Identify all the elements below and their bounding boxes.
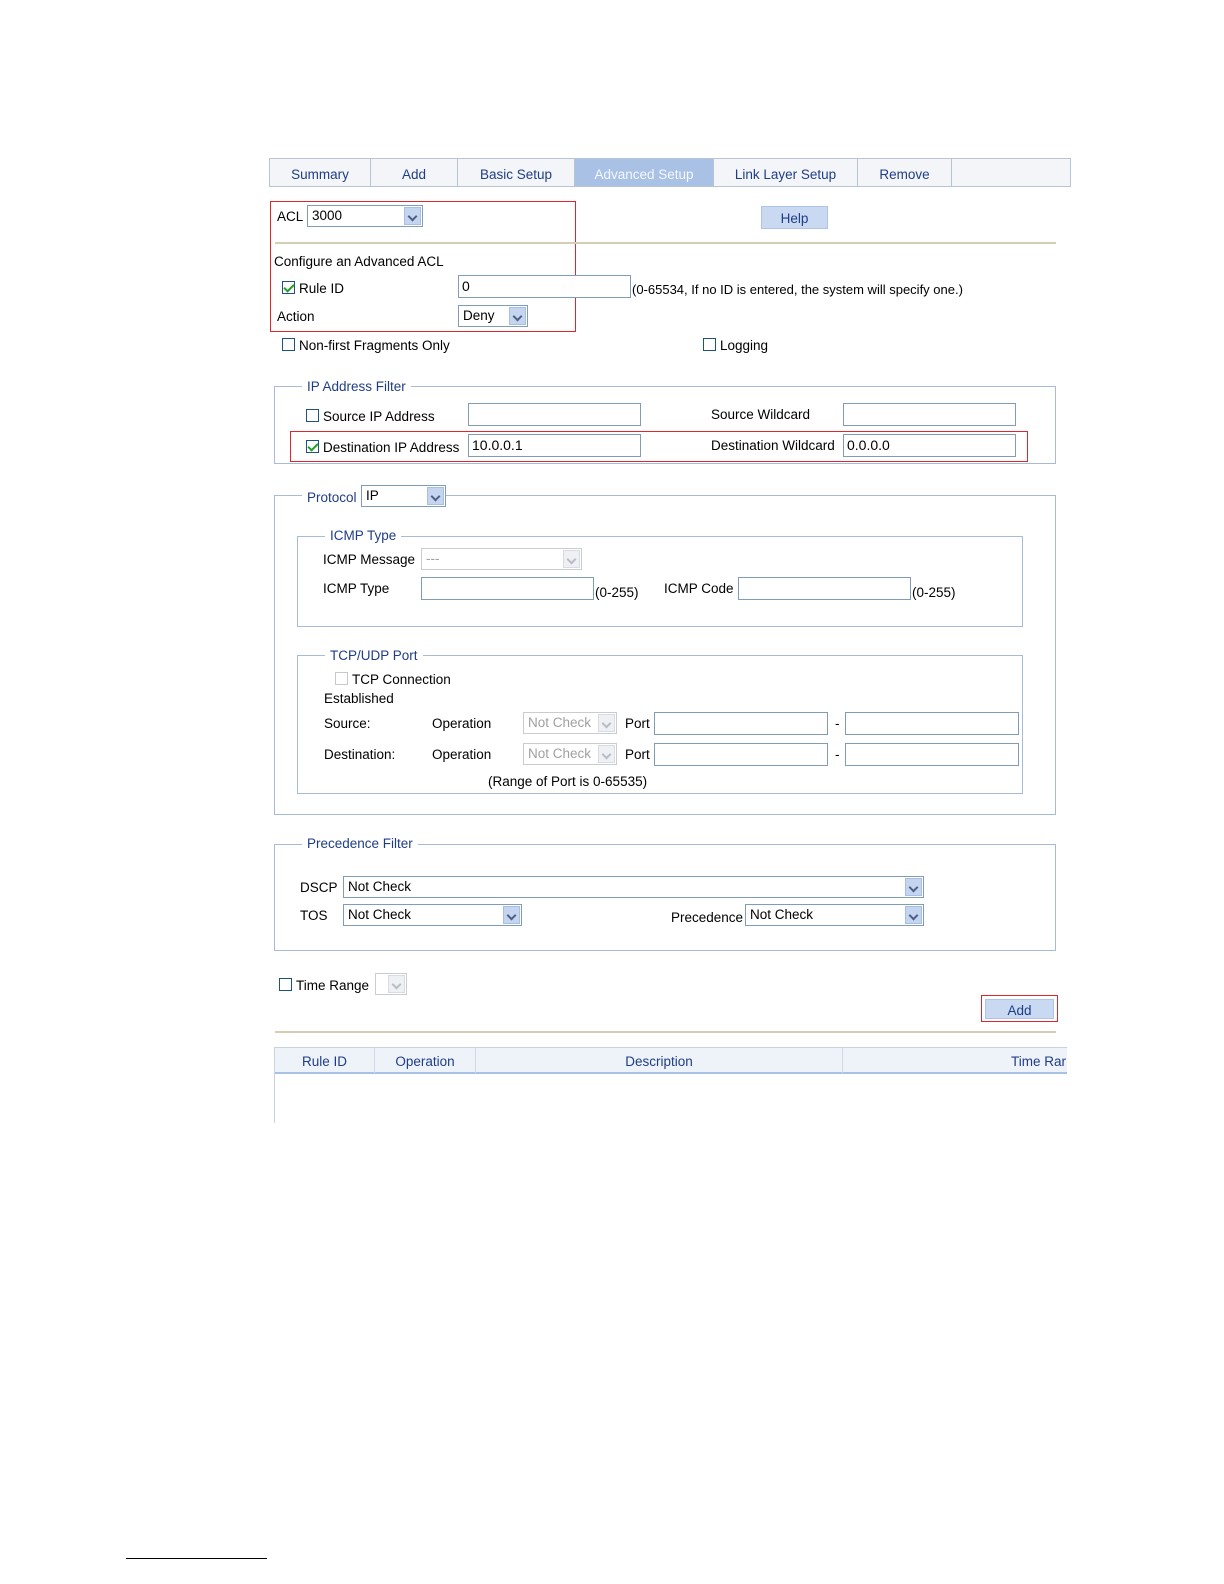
source-port-end-input[interactable]	[845, 712, 1019, 735]
non-first-fragments-checkbox[interactable]	[282, 338, 295, 351]
tab-add[interactable]: Add	[371, 159, 458, 186]
action-label: Action	[277, 309, 315, 324]
precedence-filter-legend: Precedence Filter	[302, 836, 418, 851]
chevron-down-icon	[905, 878, 922, 896]
icmp-code-input[interactable]	[738, 577, 911, 600]
ip-address-filter-legend: IP Address Filter	[302, 379, 411, 394]
icmp-type-legend: ICMP Type	[325, 528, 401, 543]
tcp-connection-label: TCP Connection	[352, 672, 451, 687]
tab-advanced-setup[interactable]: Advanced Setup	[575, 159, 714, 186]
table-header-rule-id[interactable]: Rule ID	[275, 1048, 375, 1073]
table-header-description[interactable]: Description	[476, 1048, 843, 1073]
section-title: Configure an Advanced ACL	[274, 254, 444, 269]
chevron-down-icon	[404, 207, 421, 225]
divider	[275, 1031, 1056, 1033]
destination-ip-checkbox[interactable]	[306, 440, 319, 453]
precedence-label: Precedence	[671, 910, 744, 925]
dscp-label: DSCP	[300, 880, 338, 895]
source-ip-label: Source IP Address	[323, 409, 435, 424]
table-header-row	[275, 1048, 1067, 1074]
destination-port-end-input[interactable]	[845, 743, 1019, 766]
icmp-code-range: (0-255)	[912, 585, 956, 600]
destination-port-dash: -	[835, 747, 840, 762]
tcp-udp-port-legend: TCP/UDP Port	[325, 648, 423, 663]
protocol-label: Protocol	[302, 490, 362, 505]
help-button[interactable]: Help	[761, 206, 828, 229]
icmp-message-label: ICMP Message	[323, 552, 416, 567]
dscp-select[interactable]: Not Check	[343, 876, 924, 898]
source-ip-checkbox[interactable]	[306, 409, 319, 422]
chevron-down-icon	[563, 550, 580, 568]
tab-summary[interactable]: Summary	[270, 159, 371, 186]
rule-id-input[interactable]: 0	[458, 275, 631, 298]
table-header-time-range[interactable]: Time Rar	[843, 1048, 1067, 1073]
rule-id-hint: (0-65534, If no ID is entered, the system will specify one.)	[632, 282, 963, 297]
chevron-down-icon	[503, 906, 520, 924]
source-port-label: Source:	[324, 716, 371, 731]
chevron-down-icon	[388, 975, 405, 993]
source-port-start-input[interactable]	[654, 712, 828, 735]
time-range-checkbox[interactable]	[279, 978, 292, 991]
source-operation-select[interactable]: Not Check	[523, 712, 617, 734]
chevron-down-icon	[509, 307, 526, 325]
logging-label: Logging	[720, 338, 769, 353]
table-header-operation[interactable]: Operation	[375, 1048, 476, 1073]
logging-checkbox[interactable]	[703, 338, 716, 351]
chevron-down-icon	[598, 714, 615, 732]
tcp-connection-checkbox[interactable]	[335, 672, 348, 685]
rule-id-checkbox[interactable]	[282, 281, 295, 294]
source-ip-input[interactable]	[468, 403, 641, 426]
icmp-code-label: ICMP Code	[664, 581, 734, 596]
destination-port-start-input[interactable]	[654, 743, 828, 766]
icmp-type-group	[297, 536, 1023, 627]
protocol-select[interactable]: IP	[361, 485, 446, 507]
chevron-down-icon	[427, 487, 444, 505]
add-button[interactable]: Add	[985, 999, 1054, 1019]
icmp-type-input[interactable]	[421, 577, 594, 600]
non-first-fragments-label: Non-first Fragments Only	[299, 338, 450, 353]
tab-bar	[269, 158, 1071, 187]
tab-basic-setup[interactable]: Basic Setup	[458, 159, 575, 186]
source-wildcard-label: Source Wildcard	[711, 407, 811, 422]
chevron-down-icon	[905, 906, 922, 924]
rules-table	[274, 1047, 1067, 1123]
footnote-rule	[126, 1558, 267, 1559]
acl-select[interactable]: 3000	[307, 205, 423, 227]
tcp-established-label: Established	[324, 691, 394, 706]
destination-port-label: Destination:	[324, 747, 396, 762]
destination-ip-label: Destination IP Address	[323, 440, 460, 455]
tab-remove[interactable]: Remove	[858, 159, 952, 186]
port-range-note: (Range of Port is 0-65535)	[488, 774, 648, 789]
destination-operation-select[interactable]: Not Check	[523, 743, 617, 765]
rule-id-label: Rule ID	[299, 281, 345, 296]
source-port-dash: -	[835, 716, 840, 731]
destination-wildcard-label: Destination Wildcard	[711, 438, 835, 453]
source-port-text: Port	[625, 716, 650, 731]
destination-wildcard-input[interactable]: 0.0.0.0	[843, 434, 1016, 457]
precedence-select[interactable]: Not Check	[745, 904, 924, 926]
icmp-type-label: ICMP Type	[323, 581, 390, 596]
source-wildcard-input[interactable]	[843, 403, 1016, 426]
action-select[interactable]: Deny	[458, 305, 528, 327]
destination-port-text: Port	[625, 747, 650, 762]
tos-label: TOS	[300, 908, 328, 923]
icmp-message-select[interactable]: ---	[421, 548, 582, 570]
acl-label: ACL	[277, 209, 304, 224]
destination-operation-label: Operation	[432, 747, 492, 762]
divider	[275, 242, 1056, 244]
tab-link-layer-setup[interactable]: Link Layer Setup	[714, 159, 858, 186]
destination-ip-input[interactable]: 10.0.0.1	[468, 434, 641, 457]
source-operation-label: Operation	[432, 716, 492, 731]
chevron-down-icon	[598, 745, 615, 763]
time-range-label: Time Range	[296, 978, 370, 993]
icmp-type-range: (0-255)	[595, 585, 639, 600]
tos-select[interactable]: Not Check	[343, 904, 522, 926]
time-range-select[interactable]	[375, 973, 407, 995]
